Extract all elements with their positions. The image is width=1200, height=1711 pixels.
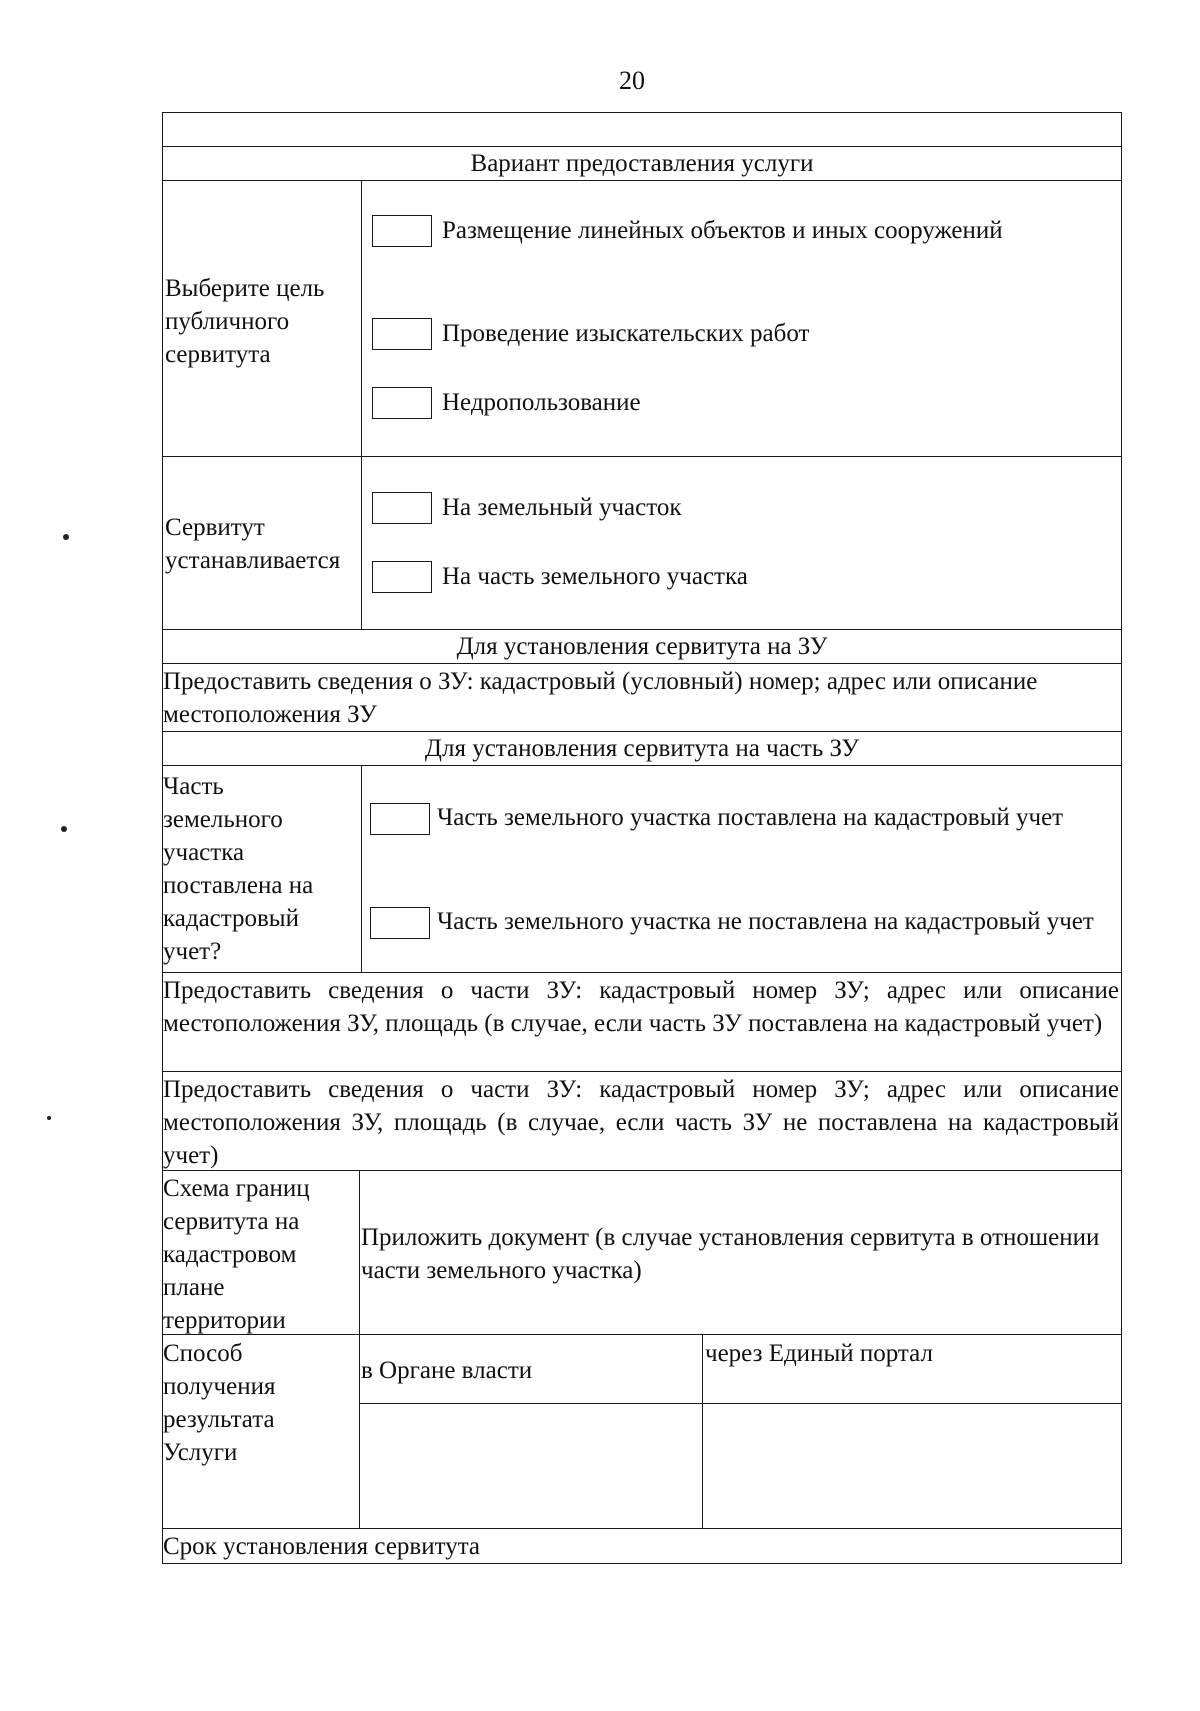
scheme-section xyxy=(163,1170,1121,1334)
establishment-label: Сервитут устанавливается xyxy=(165,514,341,574)
part-registered-info: Предоставить сведения о части ЗУ: кадастровый номер ЗУ; адрес или описание местоположения ЗУ, площадь (в случае, если часть ЗУ поставлена на кадастровый учет) xyxy=(163,977,1119,1037)
page-number: 20 xyxy=(619,66,645,95)
for-plot-info-row xyxy=(163,663,1121,731)
result-label: Способ получения результата Услуги xyxy=(163,1340,276,1466)
scan-mark xyxy=(63,534,69,540)
part-not-registered-info-row xyxy=(163,1071,1121,1170)
option-part-plot: На часть земельного участка xyxy=(442,563,748,590)
for-plot-title: Для установления сервитута на ЗУ xyxy=(456,633,828,660)
scheme-label: Схема границ сервитута на кадастровом плане территории xyxy=(163,1175,310,1334)
for-part-title: Для установления сервитута на часть ЗУ xyxy=(424,735,860,762)
option-subsoil-use: Недропользование xyxy=(442,389,641,416)
purpose-label: Выберите цель публичного сервитута xyxy=(165,275,325,368)
scheme-instruction: Приложить документ (в случае установления сервитута в отношении части земельного участка) xyxy=(361,1224,1100,1284)
result-option-authority: в Органе власти xyxy=(361,1357,533,1384)
option-part-not-registered: Часть земельного участка не поставлена на кадастровый учет xyxy=(437,908,1094,935)
service-request-form xyxy=(162,112,1122,1564)
for-plot-info: Предоставить сведения о ЗУ: кадастровый (условный) номер; адрес или описание местоположения ЗУ xyxy=(163,668,1038,728)
variant-title-row xyxy=(163,146,1121,180)
checkbox-part-registered[interactable] xyxy=(370,803,430,835)
empty-header-row xyxy=(163,113,1121,146)
result-portal-selection[interactable] xyxy=(704,1405,1119,1527)
part-registration-question: Часть земельного участка поставлена на кадастровый учет? xyxy=(163,773,314,965)
term-label: Срок установления сервитута xyxy=(163,1533,481,1560)
checkbox-part-not-registered[interactable] xyxy=(370,907,430,939)
checkbox-survey-works[interactable] xyxy=(372,318,432,350)
option-linear-objects: Размещение линейных объектов и иных сооружений xyxy=(442,217,1003,244)
part-not-registered-info: Предоставить сведения о части ЗУ: кадастровый номер ЗУ; адрес или описание местоположения ЗУ, площадь (в случае, если часть ЗУ не поставлена на кадастровый учет) xyxy=(163,1076,1119,1169)
option-part-registered: Часть земельного участка поставлена на кадастровый учет xyxy=(437,804,1064,831)
part-registered-info-row xyxy=(163,972,1121,1071)
result-section xyxy=(163,1334,1121,1528)
result-authority-selection[interactable] xyxy=(361,1405,701,1527)
scan-mark xyxy=(61,826,67,832)
for-plot-title-row xyxy=(163,629,1121,663)
variant-title: Вариант предоставления услуги xyxy=(470,150,814,177)
part-registration-section xyxy=(163,765,1121,972)
option-survey-works: Проведение изыскательских работ xyxy=(442,320,810,347)
checkbox-linear-objects[interactable] xyxy=(372,215,432,247)
establishment-section xyxy=(163,456,1121,629)
checkbox-subsoil-use[interactable] xyxy=(372,387,432,419)
scan-mark xyxy=(47,1116,51,1120)
checkbox-part-plot[interactable] xyxy=(372,561,432,593)
purpose-section xyxy=(163,180,1121,456)
option-whole-plot: На земельный участок xyxy=(442,494,682,521)
term-row xyxy=(163,1528,1121,1563)
checkbox-whole-plot[interactable] xyxy=(372,492,432,524)
result-option-portal: через Единый портал xyxy=(705,1340,933,1367)
for-part-title-row xyxy=(163,731,1121,765)
